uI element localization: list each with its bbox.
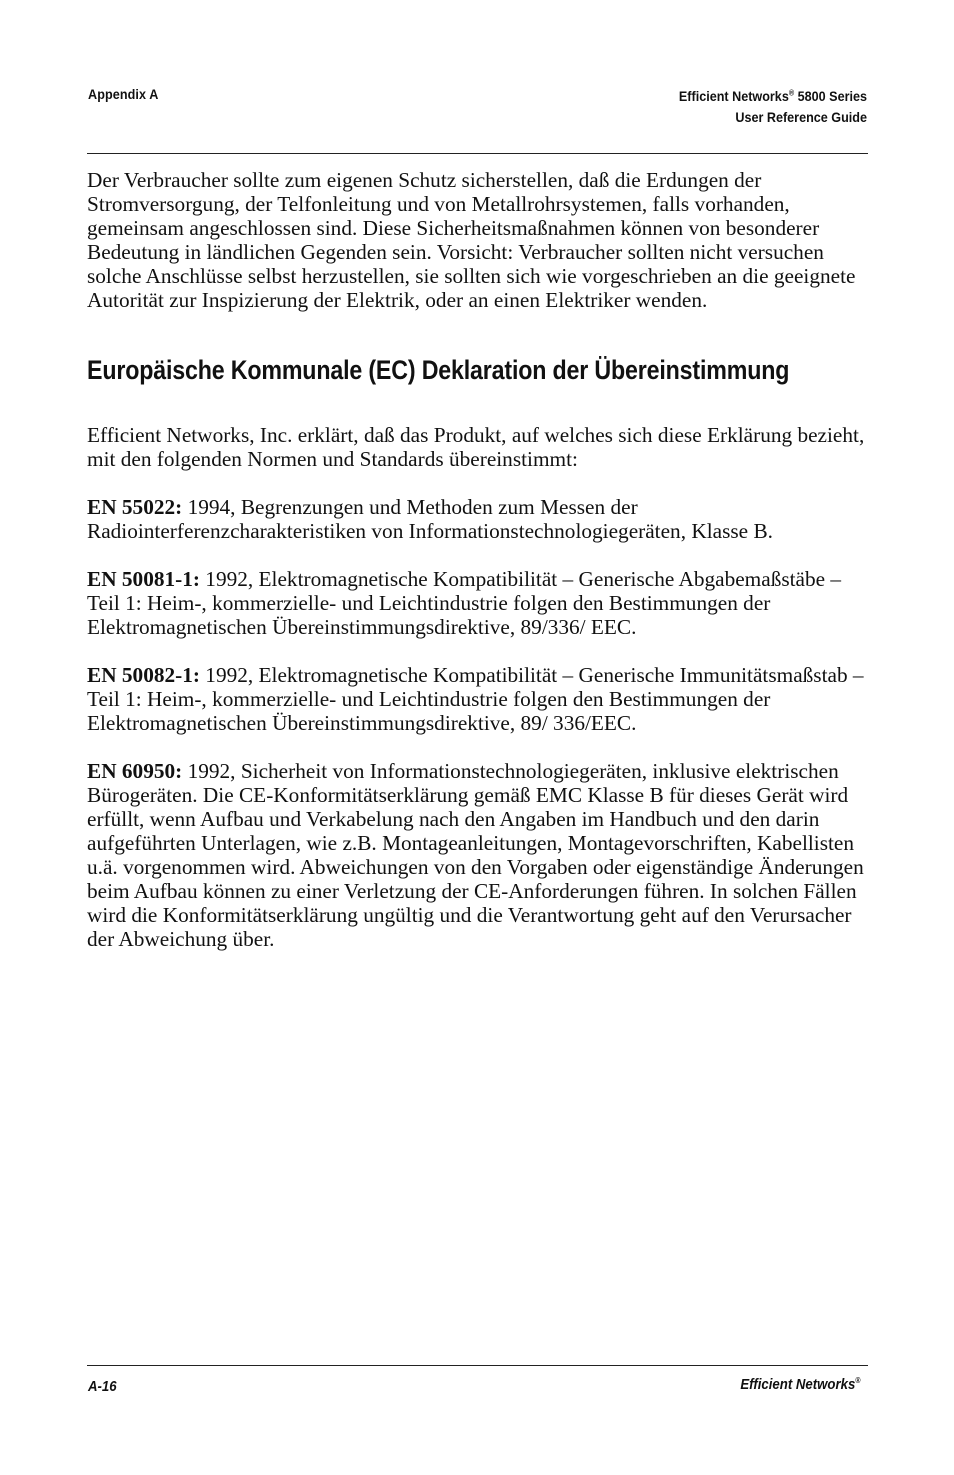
intro-paragraph: Der Verbraucher sollte zum eigenen Schutz sicherstellen, daß die Erdungen der Stromversorgung, der Telfonleitung und von Metallrohrsystemen, falls vorhanden, gemeinsam angeschlossen sind. Diese Sicherheitsmaßnahmen können von besonderer Bedeutung in ländlichen Gegenden sein. Vorsicht: Verbraucher sollten nicht versuchen solche Anschlüsse selbst herzustellen, sie sollten sich wie vorgeschrieben an die geeignete Autorität zur Inspizierung der Elektrik, oder an einen Elektriker wenden. <box>87 168 856 312</box>
header-section-label: Appendix A <box>88 86 159 102</box>
header-brand: Efficient Networks <box>678 88 789 104</box>
section-heading: Europäische Kommunale (EC) Deklaration der Übereinstimmung <box>87 355 790 385</box>
standard-description: 1992, Elektromagnetische Kompatibilität – Generische Immunitätsmaßstab – Teil 1: Heim-, kommerzielle- und Leichtindustrie folgen den Bestimmungen der Elektromagnetischen Übereinstimmungsdirektive, 89/ 336/EEC. <box>87 663 864 735</box>
header-divider <box>87 153 868 154</box>
header-guide-title: User Reference Guide <box>735 109 867 125</box>
standard-paragraph <box>87 495 877 543</box>
standard-description: 1992, Sicherheit von Informationstechnologiegeräten, inklusive elektrischen Bürogeräten. Die CE-Konformitätserklärung gemäß EMC Klasse B für dieses Gerät wird erfüllt, wenn Aufbau und Verkabelung nach den Angaben im Handbuch und den darin aufgeführten Unterlagen, wie z.B. Montageanleitungen, Montagevorschriften, Kabellisten u.ä. vorgenommen wird. Abweichungen von den Vorgaben oder eigenständige Änderungen beim Aufbau können zu einer Verletzung der CE-Anforderungen führen. In solchen Fällen wird die Konformitätserklärung ungültig und die Verantwortung geht auf den Verursacher der Abweichung über. <box>87 759 864 951</box>
standard-description: 1994, Begrenzungen und Methoden zum Messen der Radiointerferenzcharakteristiken von Informationstechnologiegeräten, Klasse B. <box>87 495 773 543</box>
standard-code: EN 50081-1: <box>87 567 200 591</box>
page-body <box>87 168 877 951</box>
header-series: 5800 Series <box>794 88 867 104</box>
declaration-paragraph: Efficient Networks, Inc. erklärt, daß das Produkt, auf welches sich diese Erklärung bezieht, mit den folgenden Normen und Standards übereinstimmt: <box>87 423 865 471</box>
page-number: A-16 <box>88 1378 117 1395</box>
footer-brand-name: Efficient Networks <box>739 1376 855 1393</box>
standard-description: 1992, Elektromagnetische Kompatibilität – Generische Abgabemaßstäbe – Teil 1: Heim-, kommerzielle- und Leichtindustrie folgen den Bestimmungen der Elektromagnetischen Übereinstimmungsdirektive, 89/336/ EEC. <box>87 567 842 639</box>
registered-trademark-mark: ® <box>788 88 795 98</box>
registered-trademark-mark: ® <box>854 1376 860 1385</box>
header-product-line <box>679 86 867 107</box>
footer-brand <box>740 1376 860 1393</box>
standard-paragraph <box>87 567 877 639</box>
standard-paragraph <box>87 663 877 735</box>
standard-paragraph <box>87 759 877 951</box>
footer-divider <box>87 1365 868 1366</box>
standard-code: EN 55022: <box>87 495 183 519</box>
header-product-title <box>679 86 867 128</box>
standard-code: EN 50082-1: <box>87 663 200 687</box>
standard-code: EN 60950: <box>87 759 183 783</box>
